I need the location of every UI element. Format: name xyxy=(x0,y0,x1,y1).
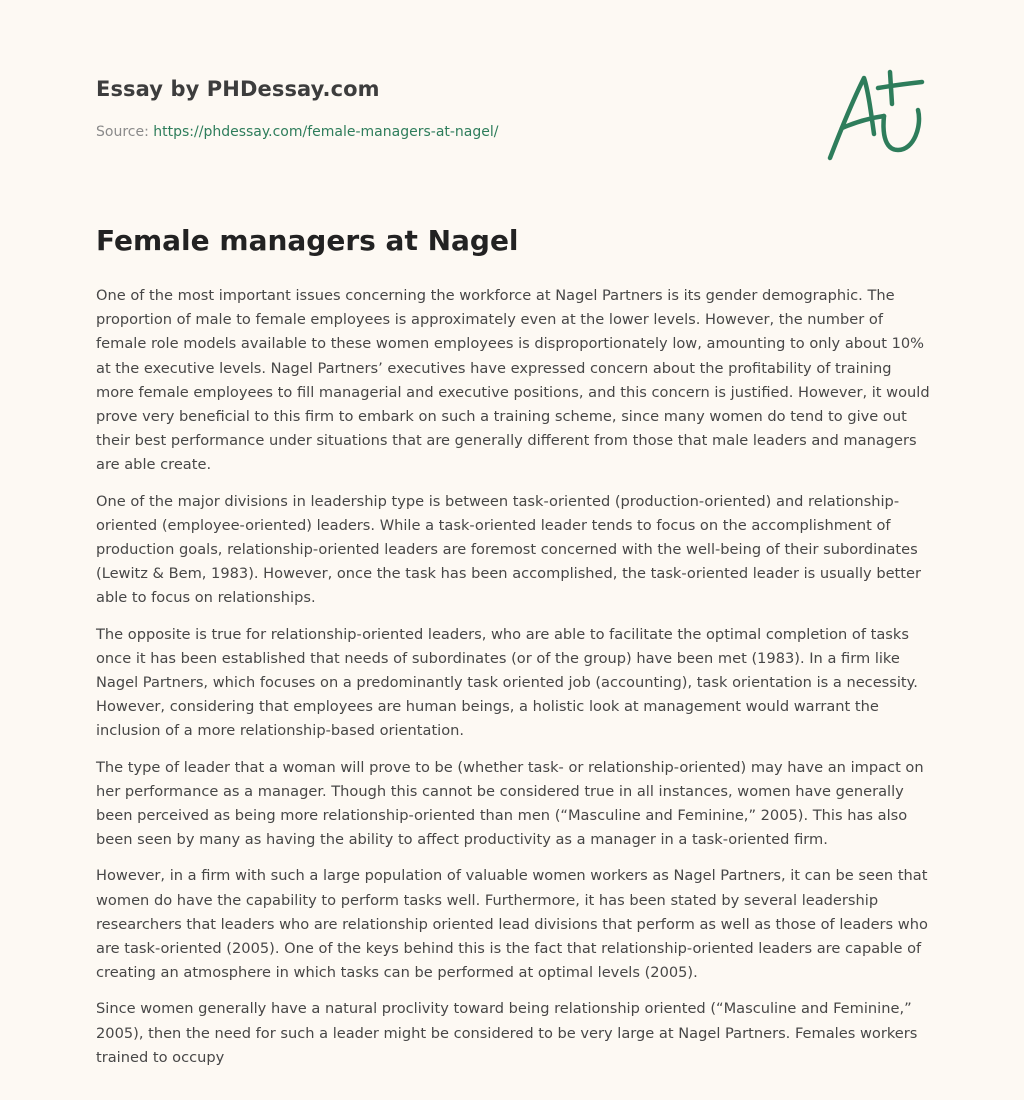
source-label: Source: xyxy=(96,124,154,140)
source-line xyxy=(96,124,499,140)
essay-title: Female managers at Nagel xyxy=(96,224,519,257)
logo-plus-horizontal xyxy=(878,82,922,88)
essay-paragraph: One of the most important issues concerning the workforce at Nagel Partners is its gender demographic. The proportion of male to female employees is approximately even at the lower levels. However, the number of female role models available to these women employees is disproportionately low, amounting to only about 10% at the executive levels. Nagel Partners’ executives have expressed concern about the profitability of training more female employees to fill managerial and executive positions, and this concern is justified. However, it would prove very beneficial to this firm to embark on such a training scheme, since many women do tend to give out their best performance under situations that are generally different from those that male leaders and managers are able create. xyxy=(96,287,930,474)
essay-paragraph: The type of leader that a woman will prove to be (whether task- or relationship-oriented) may have an impact on her performance as a manager. Though this cannot be considered true in all instances, women have generally been perceived as being more relationship-oriented than men (“Masculine and Feminine,” 2005). This has also been seen by many as having the ability to affect productivity as a manager in a task-oriented firm. xyxy=(96,758,924,849)
essay-body xyxy=(96,284,930,1082)
logo-circle xyxy=(884,110,920,150)
essay-paragraph: However, in a firm with such a large population of valuable women workers as Nagel Partners, it can be seen that women do have the capability to perform tasks well. Furthermore, it has been stated by several leadership researchers that leaders who are relationship oriented lead divisions that perform as well as those of leaders who are task-oriented (2005). One of the keys behind this is the fact that relationship-oriented leaders are capable of creating an atmosphere in which tasks can be performed at optimal levels (2005). xyxy=(96,867,928,982)
source-link[interactable]: https://phdessay.com/female-managers-at-nagel/ xyxy=(153,124,499,140)
a-plus-logo-icon xyxy=(826,66,930,166)
essay-paragraph: One of the major divisions in leadership type is between task-oriented (production-oriented) and relationship-oriented (employee-oriented) leaders. While a task-oriented leader tends to focus on the accomplishment of production goals, relationship-oriented leaders are foremost concerned with the well-being of their subordinates (Lewitz & Bem, 1983). However, once the task has been accomplished, the task-oriented leader is usually better able to focus on relationships. xyxy=(96,492,921,607)
essay-paragraph: Since women generally have a natural proclivity toward being relationship oriented (“Masculine and Feminine,” 2005), then the need for such a leader might be considered to be very large at Nagel Partners. Females workers trained to occupy xyxy=(96,1000,918,1066)
essay-paragraph: The opposite is true for relationship-oriented leaders, who are able to facilitate the optimal completion of tasks once it has been established that needs of subordinates (or of the group) have been met (1983). In a firm like Nagel Partners, which focuses on a predominantly task oriented job (accounting), task orientation is a necessity. However, considering that employees are human beings, a holistic look at management would warrant the inclusion of a more relationship-based orientation. xyxy=(96,625,918,740)
site-brand: Essay by PHDessay.com xyxy=(96,77,380,101)
